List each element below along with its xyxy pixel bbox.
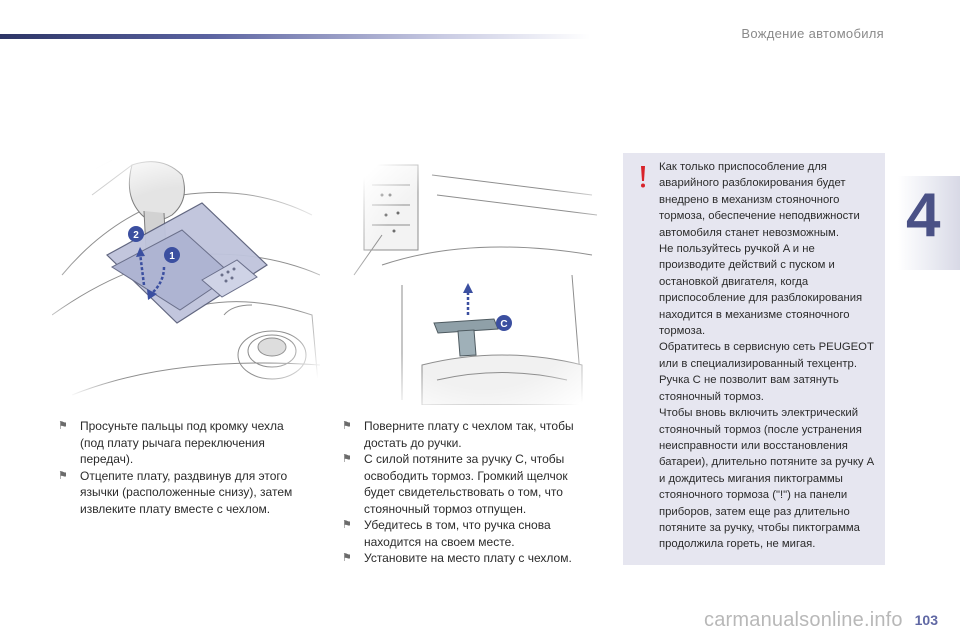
step-text: Отцепите плату, раздвинув для этого язычки (расположенные снизу), затем извлеките плату вместе с чехлом. [80,468,293,516]
warning-paragraph: Не пользуйтесь ручкой A и не производите действий с пуском и остановкой двигателя, когда приспособление для разблокирования находится в механизме стояночного тормоза. [659,243,863,338]
watermark: carmanualsonline.info [704,609,903,631]
warning-paragraph: Ручка C не позволит вам затянуть стояночный тормоз. [659,374,839,403]
page-number: 103 [914,612,938,628]
step-text: Убедитесь в том, что ручка снова находится на своем месте. [364,518,551,549]
step-text: Установите на место плату с чехлом. [364,551,572,565]
warning-text [659,159,881,553]
flag-bullet-icon: ⚑ [342,420,352,432]
flag-bullet-icon: ⚑ [342,453,352,465]
list-item [58,468,308,518]
header-rule [0,34,590,39]
chapter-tab [898,176,960,270]
list-item [342,451,594,517]
list-item [342,550,594,567]
step-text: С силой потяните за ручку C, чтобы освободить тормоз. Громкий щелчок будет свидетельствовать о том, что стояночный тормоз отпущен. [364,452,568,516]
flag-bullet-icon: ⚑ [58,469,68,482]
list-item [342,418,594,451]
list-item [342,517,594,550]
gear-lever-illustration [52,155,320,405]
flag-bullet-icon: ⚑ [342,519,352,531]
section-title: Вождение автомобиля [741,26,884,41]
warning-box [623,153,885,565]
flag-bullet-icon: ⚑ [58,420,68,432]
exclamation-icon [635,165,651,189]
step-text: Поверните плату с чехлом так, чтобы достать до ручки. [364,419,574,450]
warning-paragraph: Чтобы вновь включить электрический стояночный тормоз (после устранения неисправности или восстановления батареи), длительно потяните за ручку A и дождитесь мигания пиктограммы стояночного тормоза ("!") на панели приборов, затем еще раз длительно потяните за ручку, чтобы пиктограмма продолжила гореть, не мигая. [659,407,874,551]
flag-bullet-icon: ⚑ [342,552,352,564]
steps-column-1 [58,418,308,517]
warning-paragraph: Как только приспособление для аварийного разблокирования будет внедрено в механизм стояночного тормоза, обеспечение неподвижности автомобиля станет невозможным. [659,161,860,239]
steps-column-2 [342,418,594,567]
warning-paragraph: Обратитесь в сервисную сеть PEUGEOT или в специализированный техцентр. [659,341,874,370]
step-text: Просуньте пальцы под кромку чехла (под плату рычага переключения передач). [80,419,284,466]
chapter-number: 4 [906,181,941,250]
list-item [58,418,308,468]
release-handle-illustration [342,155,600,405]
